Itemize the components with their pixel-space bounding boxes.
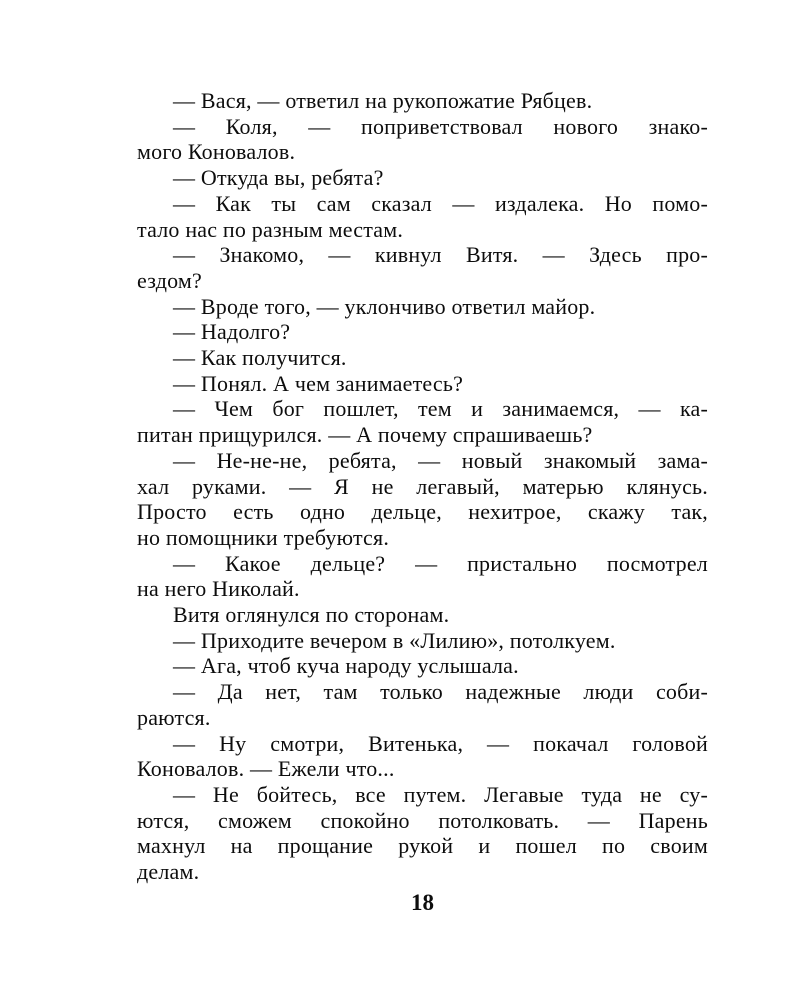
- text-line: на него Николай.: [137, 576, 300, 602]
- paragraph: [137, 371, 708, 397]
- paragraph: [137, 396, 708, 447]
- text-line: Витя оглянулся по сторонам.: [173, 602, 450, 628]
- paragraph: [137, 345, 708, 371]
- paragraph: [137, 88, 708, 114]
- paragraph: [137, 653, 708, 679]
- paragraph: [137, 679, 708, 730]
- text-line: Коновалов. — Ежели что...: [137, 756, 395, 782]
- paragraph: [137, 551, 708, 602]
- paragraph: [137, 448, 708, 551]
- text-line: — Надолго?: [173, 319, 291, 345]
- text-line: — Приходите вечером в «Лилию», потолкуем.: [173, 627, 616, 653]
- text-line: тало нас по разным местам.: [137, 216, 404, 242]
- text-line: — Понял. А чем занимаетесь?: [173, 370, 464, 396]
- text-line: питан прищурился. — А почему спрашиваешь?: [137, 422, 593, 448]
- text-line: делам.: [137, 859, 200, 885]
- text-line: — Не бойтесь, все путем. Легавые туда не су-: [173, 781, 708, 807]
- text-line: — Вася, — ответил на рукопожатие Рябцев.: [173, 88, 593, 113]
- paragraph: [137, 628, 708, 654]
- text-line: — Какое дельце? — пристально посмотрел: [173, 550, 708, 576]
- paragraph: [137, 165, 708, 191]
- text-line: — Как получится.: [173, 345, 347, 371]
- text-line: ются, сможем спокойно потолковать. — Парень: [137, 807, 708, 833]
- text-line: — Коля, — поприветствовал нового знако-: [173, 113, 708, 139]
- text-line: но помощники требуются.: [137, 524, 390, 550]
- text-line: махнул на прощание рукой и пошел по своим: [137, 833, 708, 859]
- book-page: [137, 88, 708, 915]
- paragraph: [137, 782, 708, 885]
- text-line: — Ну смотри, Витенька, — покачал головой: [173, 730, 708, 756]
- text-line: — Вроде того, — уклончиво ответил майор.: [173, 293, 596, 319]
- text-line: — Не-не-не, ребята, — новый знакомый зама-: [173, 447, 708, 473]
- paragraph: [137, 114, 708, 165]
- paragraph: [137, 242, 708, 293]
- text-line: ездом?: [137, 267, 202, 293]
- text-line: Просто есть одно дельце, нехитрое, скажу так,: [137, 499, 708, 525]
- paragraph: [137, 319, 708, 345]
- page-number: 18: [411, 889, 434, 915]
- text-line: — Ага, чтоб куча народу услышала.: [173, 653, 519, 679]
- paragraph: [137, 731, 708, 782]
- paragraph: [137, 602, 708, 628]
- paragraph: [137, 191, 708, 242]
- text-line: — Как ты сам сказал — издалека. Но помо-: [173, 190, 708, 216]
- text-line: — Да нет, там только надежные люди соби-: [173, 679, 708, 705]
- text-line: хал руками. — Я не легавый, матерью клянусь.: [137, 473, 708, 499]
- text-line: — Знакомо, — кивнул Витя. — Здесь про-: [173, 242, 708, 268]
- text-line: раются.: [137, 704, 211, 730]
- paragraph: [137, 294, 708, 320]
- page-text-block: [137, 88, 708, 885]
- text-line: — Откуда вы, ребята?: [173, 165, 384, 191]
- text-line: мого Коновалов.: [137, 139, 296, 165]
- text-line: — Чем бог пошлет, тем и занимаемся, — ка-: [173, 396, 708, 422]
